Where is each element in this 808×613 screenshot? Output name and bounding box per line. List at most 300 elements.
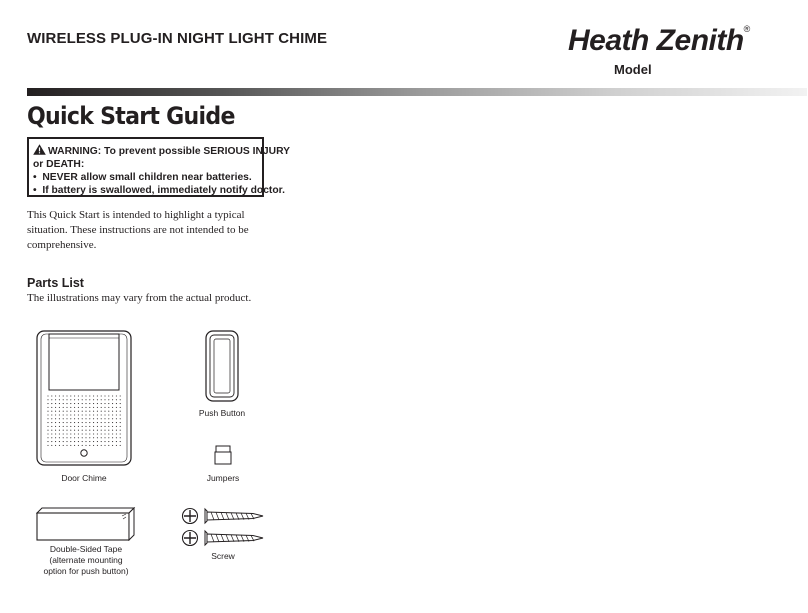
grille-dot [104,441,105,442]
grille-dot [70,422,71,423]
warning-bullet-text: If battery is swallowed, immediately notify doctor. [42,185,285,196]
grille-dot [78,433,79,434]
grille-dot [74,414,75,415]
grille-dot [59,418,60,419]
grille-dot [78,430,79,431]
tape-label-line: Double-Sided Tape [49,544,123,554]
grille-dot [74,407,75,408]
grille-dot [66,437,67,438]
grille-dot [51,418,52,419]
grille-dot [70,395,71,396]
grille-dot [89,395,90,396]
grille-dot [89,407,90,408]
grille-dot [66,407,67,408]
grille-dot [112,426,113,427]
parts-list-heading: Parts List [27,276,84,290]
grille-dot [112,445,113,446]
grille-dot [120,414,121,415]
grille-dot [97,403,98,404]
grille-dot [85,411,86,412]
grille-dot [93,426,94,427]
grille-dot [120,403,121,404]
grille-dot [101,437,102,438]
warning-triangle-icon [33,144,46,155]
grille-dot [89,418,90,419]
grille-dot [93,414,94,415]
grille-dot [93,407,94,408]
grille-dot [85,407,86,408]
grille-dot [47,418,48,419]
grille-dot [85,441,86,442]
grille-dot [97,395,98,396]
grille-dot [66,422,67,423]
grille-dot [116,418,117,419]
grille-dot [85,414,86,415]
grille-dot [89,414,90,415]
grille-dot [104,418,105,419]
grille-dot [89,441,90,442]
grille-dot [85,445,86,446]
screw-bottom [183,531,264,546]
grille-dot [93,418,94,419]
grille-dot [97,433,98,434]
grille-dot [82,414,83,415]
grille-dot [120,441,121,442]
grille-dot [82,418,83,419]
grille-dot [104,414,105,415]
grille-dot [47,399,48,400]
grille-dot [112,407,113,408]
grille-dot [47,411,48,412]
grille-dot [93,430,94,431]
tape-label-line: option for push button) [43,566,129,576]
grille-dot [85,395,86,396]
part-label-door-chime: Door Chime [61,473,107,483]
grille-dot [101,418,102,419]
grille-dot [93,433,94,434]
grille-dot [55,411,56,412]
grille-dot [74,433,75,434]
part-label-screw: Screw [211,551,235,561]
grille-dot [120,399,121,400]
part-label-double-sided-tape [36,544,136,577]
grille-dot [101,414,102,415]
grille-dot [66,399,67,400]
grille-dot [112,433,113,434]
grille-dot [70,418,71,419]
grille-dot [116,430,117,431]
grille-dot [70,430,71,431]
grille-dot [66,441,67,442]
grille-dot [51,426,52,427]
grille-dot [70,426,71,427]
grille-dot [70,441,71,442]
grille-dot [47,441,48,442]
grille-dot [120,422,121,423]
grille-dot [78,403,79,404]
warning-bullet: • If battery is swallowed, immediately notify doctor. [33,185,285,196]
grille-dot [97,399,98,400]
grille-dot [120,411,121,412]
grille-dot [70,411,71,412]
grille-dot [47,403,48,404]
grille-dot [59,414,60,415]
grille-dot [104,395,105,396]
grille-dot [116,437,117,438]
grille-dot [59,437,60,438]
grille-dot [51,433,52,434]
grille-dot [120,395,121,396]
grille-dot [101,445,102,446]
grille-dot [104,433,105,434]
product-title: WIRELESS PLUG-IN NIGHT LIGHT CHIME [27,30,328,47]
grille-dot [47,437,48,438]
grille-dot [82,422,83,423]
grille-dot [59,445,60,446]
grille-dot [66,430,67,431]
grille-dot [104,403,105,404]
grille-dot [85,433,86,434]
grille-dot [66,445,67,446]
grille-dot [55,407,56,408]
grille-dot [63,430,64,431]
grille-dot [101,430,102,431]
grille-dot [104,399,105,400]
grille-dot [63,395,64,396]
grille-dot [120,437,121,438]
grille-dot [55,414,56,415]
grille-dot [74,395,75,396]
grille-dot [93,403,94,404]
grille-dot [112,418,113,419]
grille-dot [51,437,52,438]
grille-dot [116,445,117,446]
grille-dot [66,395,67,396]
grille-dot [55,422,56,423]
grille-dot [47,433,48,434]
grille-dot [78,407,79,408]
grille-dot [112,414,113,415]
grille-dot [78,422,79,423]
warning-box [27,137,291,197]
grille-dot [89,411,90,412]
grille-dot [108,395,109,396]
grille-dot [116,426,117,427]
grille-dot [51,445,52,446]
grille-dot [101,422,102,423]
grille-dot [89,437,90,438]
grille-dot [89,430,90,431]
grille-dot [108,437,109,438]
grille-dot [59,411,60,412]
grille-dot [59,422,60,423]
grille-dot [55,418,56,419]
grille-dot [116,414,117,415]
grille-dot [116,395,117,396]
grille-dot [55,430,56,431]
registered-mark: ® [743,24,750,34]
grille-dot [116,411,117,412]
grille-dot [120,430,121,431]
grille-dot [97,411,98,412]
grille-dot [51,407,52,408]
brand-name: Heath Zenith [568,24,744,57]
grille-dot [112,422,113,423]
grille-dot [74,445,75,446]
grille-dot [63,422,64,423]
grille-dot [63,437,64,438]
intro-text: This Quick Start is intended to highlight a typical situation. These instructions are not intended to be comprehensive. [27,209,249,251]
grille-dot [101,403,102,404]
grille-dot [120,433,121,434]
grille-dot [108,433,109,434]
grille-dot [112,437,113,438]
grille-dot [89,433,90,434]
grille-dot [66,426,67,427]
grille-dot [97,445,98,446]
grille-dot [51,414,52,415]
grille-dot [47,407,48,408]
grille-dot [101,433,102,434]
part-label-jumpers: Jumpers [206,473,240,483]
grille-dot [82,403,83,404]
grille-dot [55,441,56,442]
grille-dot [101,441,102,442]
grille-dot [78,399,79,400]
grille-dot [108,422,109,423]
grille-dot [63,403,64,404]
grille-dot [55,433,56,434]
grille-dot [78,418,79,419]
grille-dot [74,430,75,431]
grille-dot [104,411,105,412]
grille-dot [116,441,117,442]
grille-dot [74,426,75,427]
grille-dot [70,403,71,404]
grille-dot [63,426,64,427]
grille-dot [55,426,56,427]
grille-dot [93,422,94,423]
grille-dot [93,441,94,442]
grille-dot [97,441,98,442]
grille-dot [116,433,117,434]
grille-dot [101,399,102,400]
grille-dot [59,441,60,442]
grille-dot [97,407,98,408]
grille-dot [112,403,113,404]
grille-dot [59,433,60,434]
grille-dot [112,411,113,412]
grille-dot [89,445,90,446]
grille-dot [116,399,117,400]
tape-label-line: (alternate mounting [49,555,123,565]
grille-dot [63,445,64,446]
grille-dot [70,433,71,434]
grille-dot [47,430,48,431]
grille-dot [78,445,79,446]
grille-dot [51,411,52,412]
grille-dot [82,437,83,438]
grille-dot [63,407,64,408]
model-label: Model [614,62,652,77]
grille-dot [101,411,102,412]
grille-dot [89,399,90,400]
warning-bullet-text: NEVER allow small children near batteries. [42,172,252,183]
grille-dot [108,418,109,419]
grille-dot [66,414,67,415]
grille-dot [59,395,60,396]
grille-dot [59,426,60,427]
grille-dot [51,403,52,404]
screws-illustration [181,505,267,549]
grille-dot [85,422,86,423]
grille-dot [97,418,98,419]
grille-dot [89,403,90,404]
grille-dot [120,426,121,427]
grille-dot [104,445,105,446]
grille-dot [116,407,117,408]
part-label-push-button: Push Button [198,408,246,418]
warning-heading-line2: or DEATH: [33,159,85,170]
grille-dot [108,430,109,431]
grille-dot [120,445,121,446]
grille-dot [55,395,56,396]
grille-dot [108,441,109,442]
grille-dot [97,430,98,431]
grille-dot [74,403,75,404]
grille-dot [74,437,75,438]
grille-dot [66,433,67,434]
grille-dot [78,411,79,412]
grille-dot [104,430,105,431]
grille-dot [104,426,105,427]
grille-dot [82,441,83,442]
grille-dot [78,437,79,438]
grille-dot [104,437,105,438]
grille-dot [108,411,109,412]
grille-dot [108,414,109,415]
grille-dot [74,399,75,400]
grille-dot [112,430,113,431]
grille-dot [85,426,86,427]
grille-dot [51,399,52,400]
grille-dot [120,407,121,408]
grille-dot [116,403,117,404]
grille-dot [112,395,113,396]
jumper-illustration [214,445,232,465]
grille-dot [85,418,86,419]
grille-dot [74,418,75,419]
grille-dot [63,441,64,442]
grille-dot [47,395,48,396]
grille-dot [47,414,48,415]
grille-dot [70,414,71,415]
grille-dot [51,422,52,423]
grille-dot [120,418,121,419]
grille-dot [82,426,83,427]
grille-dot [97,414,98,415]
grille-dot [82,407,83,408]
grille-dot [51,430,52,431]
grille-dot [108,407,109,408]
grille-dot [74,441,75,442]
grille-dot [97,422,98,423]
grille-dot [63,414,64,415]
grille-dot [112,399,113,400]
grille-dot [70,399,71,400]
grille-dot [89,422,90,423]
parts-list-note: The illustrations may vary from the actual product. [27,292,252,304]
brand-logo [568,24,750,58]
grille-dot [66,403,67,404]
grille-dot [78,441,79,442]
grille-dot [101,407,102,408]
door-chime-illustration [36,330,132,466]
grille-dot [101,426,102,427]
grille-dot [66,418,67,419]
grille-dot [104,407,105,408]
grille-dot [82,399,83,400]
grille-dot [63,418,64,419]
grille-dot [55,403,56,404]
grille-dot [82,430,83,431]
grille-dot [47,445,48,446]
grille-dot [108,399,109,400]
screw-top [183,509,264,524]
grille-dot [93,395,94,396]
grille-dot [108,426,109,427]
grille-dot [108,403,109,404]
grille-dot [63,433,64,434]
grille-dot [104,422,105,423]
grille-dot [85,403,86,404]
grille-dot [70,437,71,438]
grille-dot [82,411,83,412]
double-sided-tape-illustration [36,507,136,541]
grille-dot [47,426,48,427]
grille-dot [74,411,75,412]
grille-dot [55,445,56,446]
grille-dot [63,399,64,400]
grille-dot [116,422,117,423]
grille-dot [85,430,86,431]
grille-dot [82,395,83,396]
grille-dot [63,411,64,412]
grille-dot [93,411,94,412]
page-title: Quick Start Guide [27,102,235,130]
grille-dot [97,437,98,438]
grille-dot [85,437,86,438]
grille-dot [66,411,67,412]
grille-dot [93,399,94,400]
grille-dot [70,407,71,408]
grille-dot [78,414,79,415]
grille-dot [55,437,56,438]
grille-dot [93,437,94,438]
push-button-illustration [205,330,239,402]
grille-dot [89,426,90,427]
header-divider [27,88,807,96]
grille-dot [70,445,71,446]
grille-dot [78,395,79,396]
warning-bullet: • NEVER allow small children near batteries. [33,172,252,183]
grille-dot [82,433,83,434]
warning-heading-line1: WARNING: To prevent possible SERIOUS INJURY [48,146,291,157]
grille-dot [85,399,86,400]
grille-dot [51,441,52,442]
grille-dot [112,441,113,442]
grille-dot [82,445,83,446]
